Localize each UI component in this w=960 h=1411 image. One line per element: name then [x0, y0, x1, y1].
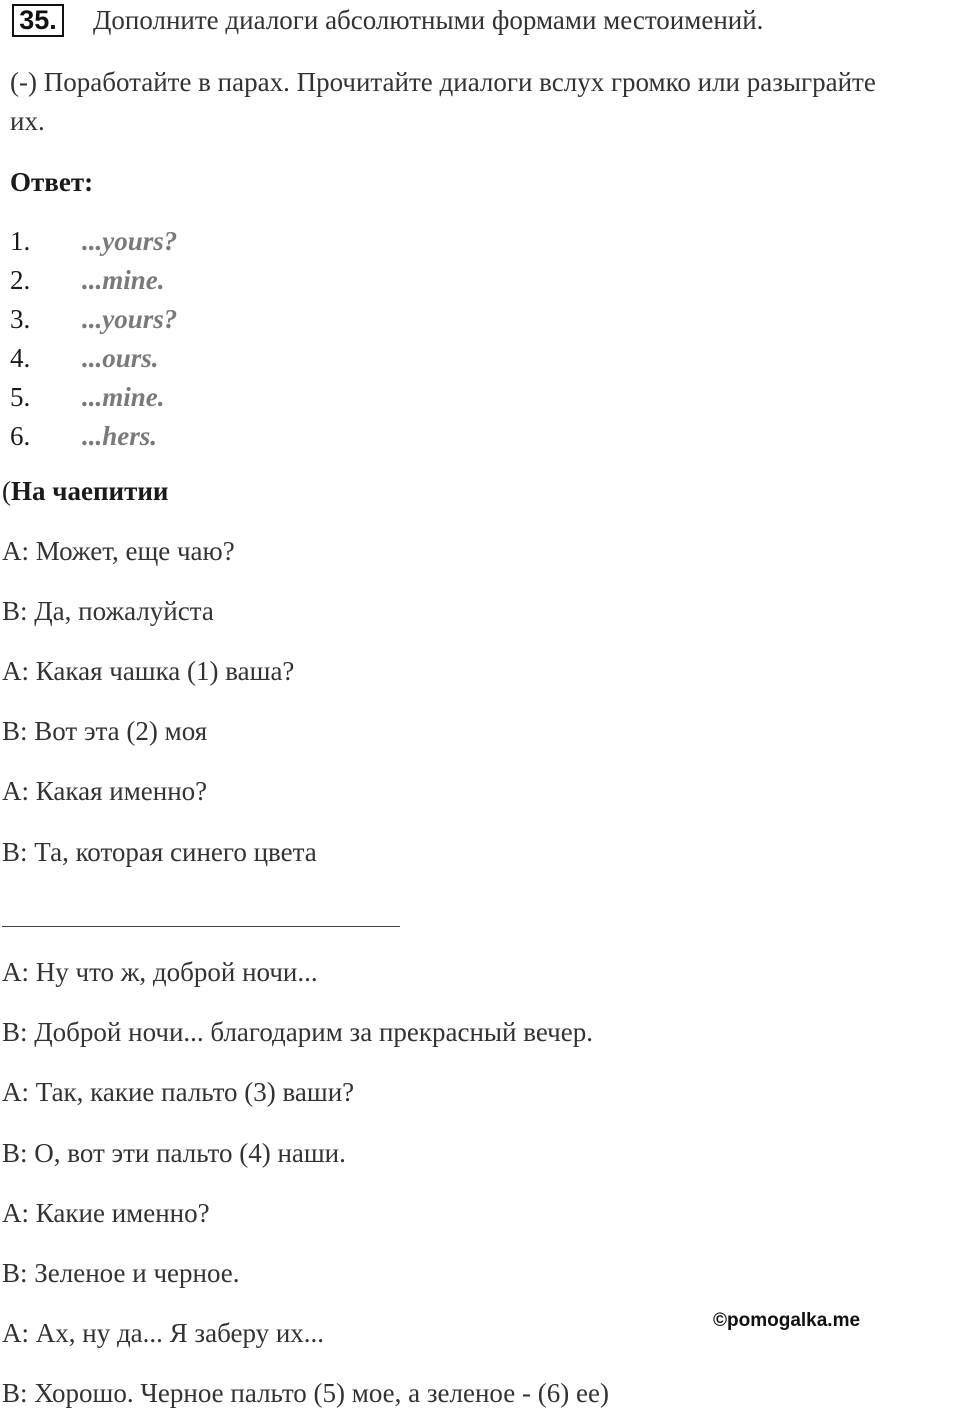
answer-number: 1.: [10, 226, 31, 256]
answer-number: 2.: [10, 265, 31, 295]
dialog-line: В: Та, которая синего цвета: [2, 837, 317, 867]
dialog-line: А: Так, какие пальто (3) ваши?: [2, 1077, 355, 1107]
dialog-line: В: О, вот эти пальто (4) наши.: [2, 1138, 346, 1168]
task-number-box: 35.: [12, 4, 64, 37]
dialog-line: В: Хорошо. Черное пальто (5) мое, а зеленое - (6) ее): [2, 1378, 609, 1408]
task-note-line-1: (-) Поработайте в парах. Прочитайте диалоги вслух громко или разыграйте: [10, 67, 876, 97]
dialog-line: А: Какая чашка (1) ваша?: [2, 656, 295, 686]
dialog-line: В: Доброй ночи... благодарим за прекрасный вечер.: [2, 1017, 593, 1047]
dialog-line: А: Ну что ж, доброй ночи...: [2, 957, 318, 987]
answer-text: ...hers.: [82, 421, 158, 451]
answer-text: ...yours?: [82, 226, 178, 256]
watermark: ©pomogalka.me: [713, 1310, 861, 1331]
section-divider: [2, 926, 400, 927]
answer-text: ...mine.: [82, 382, 165, 412]
answer-label: Ответ:: [10, 167, 94, 197]
answer-text: ...ours.: [82, 343, 159, 373]
answer-number: 3.: [10, 304, 31, 334]
task-instruction: Дополните диалоги абсолютными формами местоимений.: [93, 5, 764, 35]
dialog-line: В: Да, пожалуйста: [2, 596, 214, 626]
answer-text: ...mine.: [82, 265, 165, 295]
answer-number: 4.: [10, 343, 31, 373]
dialog-line: В: Вот эта (2) моя: [2, 716, 208, 746]
dialog-line: А: Какие именно?: [2, 1198, 210, 1228]
section-title-text: На чаепитии: [11, 476, 169, 506]
section-title-paren: (: [2, 476, 11, 506]
dialog-line: А: Ах, ну да... Я заберу их...: [2, 1318, 325, 1348]
answer-number: 5.: [10, 382, 31, 412]
answer-text: ...yours?: [82, 304, 178, 334]
dialog-line: А: Какая именно?: [2, 776, 208, 806]
task-note-line-2: их.: [10, 106, 45, 136]
section-title: [2, 475, 168, 507]
dialog-line: А: Может, еще чаю?: [2, 536, 235, 566]
answer-number: 6.: [10, 421, 31, 451]
dialog-line: В: Зеленое и черное.: [2, 1258, 240, 1288]
